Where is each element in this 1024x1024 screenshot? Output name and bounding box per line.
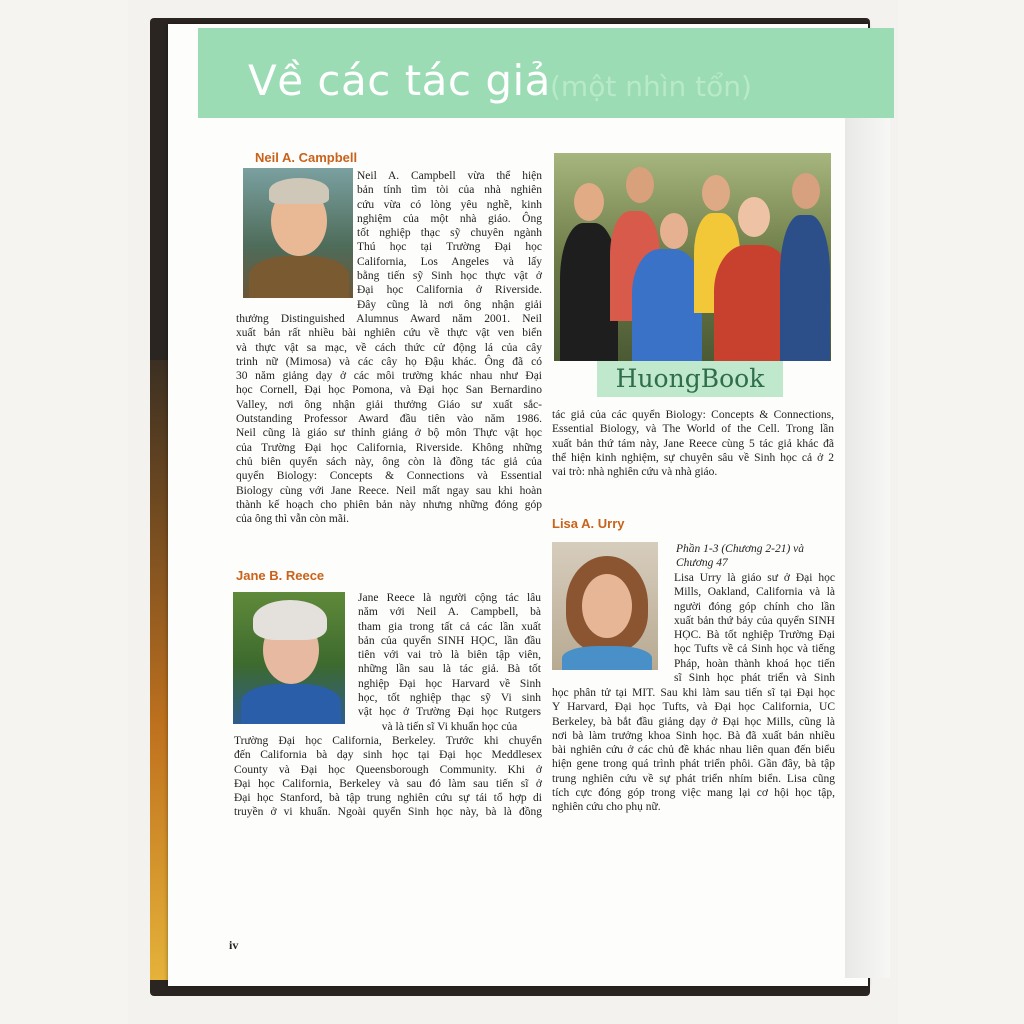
text-line: Đại học California ở Riverside.	[357, 284, 542, 297]
text-line: đến California bà dạy sinh học tại Đại học Meddlesex	[234, 749, 542, 762]
text-line: tham gia trong tất cả các lần xuất	[358, 620, 541, 633]
header-faded-text: (một nhìn tổn)	[550, 70, 752, 103]
author-name-lisa: Lisa A. Urry	[552, 516, 625, 531]
text-line: tích cực đóng góp trong việc mang lại cơ hội học tập,	[552, 787, 835, 800]
text-line: Thú học tại Trường Đại học	[357, 241, 542, 254]
text-line: và thực vật sa mạc, về cách thức cử động lá của cây	[236, 341, 542, 354]
page-title: Về các tác giả	[248, 56, 551, 105]
text-line: Neil cũng là giáo sư thỉnh giảng ở bộ môn Thực vật học	[236, 427, 542, 440]
background-left	[0, 0, 128, 1024]
text-line: nghiệp Đại học Harvard về Sinh	[358, 677, 541, 690]
text-line: Y Harvard, Đại học Tufts, và Đại học California, UC	[552, 701, 835, 714]
text-line: thưởng Distinguished Alumnus Award năm 2001. Neil	[236, 313, 542, 325]
text-line: Outstanding Professor Award đầu tiên vào năm 1986.	[236, 413, 542, 426]
text-line: HỌC. Bà tốt nghiệp Trường Đại	[674, 629, 835, 642]
text-line: và là tiến sĩ Vi khuẩn học của	[381, 720, 518, 733]
text-line: sĩ Sinh học phát triển và Sinh	[674, 672, 835, 685]
bio-neil-bottom	[236, 312, 542, 526]
bio-lisa-bottom	[552, 686, 835, 815]
author-name-jane: Jane B. Reece	[236, 568, 325, 583]
text-line: trung nghiên cứu về sự phát triển nhím biển. Lisa cũng	[552, 772, 835, 785]
text-line: xuất bản rất nhiều bài nghiên cứu về thực vật ven biển	[236, 327, 542, 340]
text-line: tác giả của các quyển Biology: Concepts & Connections,	[552, 409, 834, 421]
neil-portrait-photo	[243, 168, 353, 298]
text-line: cứu vừa có lòng yêu nghề, kinh	[357, 198, 542, 211]
text-line: chủ biên quyển sách này, ông còn là đồng tác giả của	[236, 455, 542, 468]
text-line: nghiệm của một nhà giáo. Ông	[357, 212, 542, 225]
lisa-chapter-note	[676, 542, 836, 571]
text-line: Neil A. Campbell vừa thể hiện	[357, 170, 542, 182]
text-line: Berkeley, bà bắt đầu giảng dạy ở Đại học Mills, cũng là	[552, 715, 835, 728]
text-line: Chương 47	[676, 557, 728, 570]
text-line: bản tính tìm tòi của nhà nghiên	[357, 184, 542, 197]
author-name-neil: Neil A. Campbell	[255, 150, 358, 165]
authors-group-photo	[554, 153, 831, 361]
text-line: xuất bản thứ bảy của quyển SINH	[674, 614, 835, 627]
text-line: Phần 1-3 (Chương 2-21) và	[676, 543, 805, 555]
text-line: học Tufts về cả Sinh học và tiếng	[674, 643, 835, 656]
bio-jane-continuation	[552, 408, 834, 479]
bio-jane-bottom	[234, 734, 542, 820]
text-line: California, Los Angeles và lấy	[357, 255, 542, 268]
text-line: Đây cũng là nơi ông nhận giải	[357, 298, 542, 311]
watermark-logo: HuongBook	[597, 361, 783, 397]
text-line: Essential Biology, và The World of the Cell. Trong lần	[552, 423, 834, 436]
text-line: người đóng góp chính cho lần	[674, 600, 835, 613]
text-line: vai trò: nhà nghiên cứu và nhà giáo.	[552, 466, 718, 479]
text-line: của Trường Đại học California, Riverside. Không những	[236, 441, 542, 454]
text-line: hiện gene trong quá trình phát triển phôi. Gần đây, bà tập	[552, 758, 835, 771]
text-line: Valley, nơi ông nhận giải thưởng Giáo sư xuất sắc-	[236, 398, 542, 411]
text-line: nơi bà làm trưởng khoa Sinh học. Bà đã xuất bản nhiều	[552, 729, 835, 742]
text-line: những lần sau là tác giả. Bà tốt	[358, 663, 541, 676]
page-number: iv	[229, 938, 239, 952]
text-line: quyển Biology: Concepts & Connections và Essential	[236, 470, 542, 483]
text-line: Trường Đại học California, Berkeley. Trước khi chuyển	[234, 735, 542, 747]
text-line: trinh nữ (Mimosa) và các cây họ Đậu khác. Ông đã có	[236, 355, 542, 368]
page-gutter	[845, 118, 890, 978]
text-line: County và Đại học Queensborough Community. Khi ở	[234, 763, 542, 776]
bio-jane-top	[358, 591, 541, 734]
text-line: vật học ở Trường Đại học Rutgers	[358, 706, 541, 719]
text-line: Lisa Urry là giáo sư ở Đại học	[674, 572, 835, 584]
text-line: học Cornell, Đại học Pomona, và Đại học San Bernardino	[236, 384, 542, 397]
text-line: bản của quyển SINH HỌC, lần đầu	[358, 634, 541, 647]
bio-lisa-top	[674, 571, 835, 685]
background-right	[898, 0, 1024, 1024]
text-line: bài nghiên cứu ở các chủ đề khác nhau liên quan đến biểu	[552, 744, 835, 757]
text-line: tiên với vai trò là biên tập viên,	[358, 649, 541, 662]
text-line: Đại học California, Berkeley và sau đó làm sau tiến sĩ ở	[234, 777, 542, 790]
lisa-portrait-photo	[552, 542, 658, 670]
text-line: truyền ở vi khuẩn. Ngoài quyển Sinh học này, bà là đồng	[234, 806, 542, 819]
text-line: năm với Neil A. Campbell, bà	[358, 606, 541, 619]
text-line: nghiên cứu cho phụ nữ.	[552, 801, 661, 814]
text-line: tốt nghiệp thạc sỹ chuyên ngành	[357, 227, 542, 240]
text-line: học phân tử tại MIT. Sau khi làm sau tiến sĩ tại Đại học	[552, 687, 835, 699]
text-line: Biology cùng với Jane Reece. Neil mất ngay sau khi hoàn	[236, 484, 542, 497]
text-line: Mills, Oakland, California và là	[674, 586, 835, 599]
bio-neil-top	[357, 169, 542, 312]
text-line: xuất bản thứ tám này, Jane Reece cùng 5 tác giả khác đã	[552, 437, 834, 450]
text-line: Đại học Stanford, bà tập trung nghiên cứu sự tái tổ hợp di	[234, 792, 542, 805]
text-line: học, tốt nghiệp thạc sỹ Vi sinh	[358, 692, 541, 705]
text-line: của ông thì vẫn còn mãi.	[236, 513, 350, 526]
text-line: thể hiện kinh nghiệm, sự chuyên sâu về Sinh học cả ở 2	[552, 451, 834, 464]
jane-portrait-photo	[233, 592, 345, 724]
text-line: Jane Reece là người cộng tác lâu	[358, 592, 541, 604]
text-line: thành kế hoạch cho phiên bản này nhưng những đóng góp	[236, 498, 542, 511]
text-line: 30 năm giảng dạy ở các môi trường khác nhau như Đại	[236, 370, 542, 383]
text-line: bằng tiến sỹ Sinh học thực vật ở	[357, 270, 542, 283]
text-line: Pháp, hoàn thành khoá học tiến	[674, 657, 835, 670]
